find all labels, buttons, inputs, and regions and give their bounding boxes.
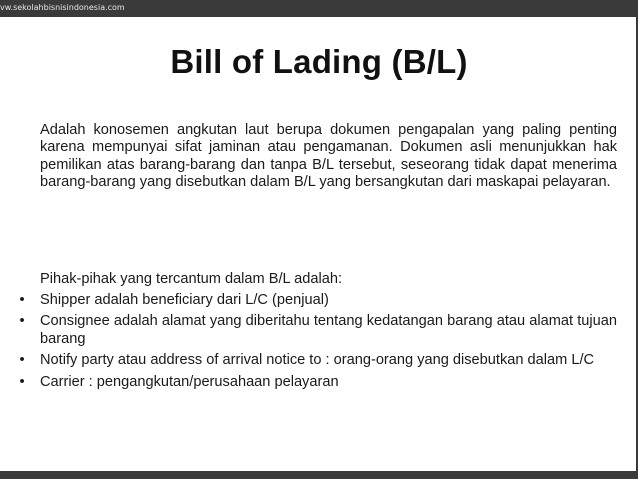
bullet-icon: • xyxy=(19,373,25,390)
list-item-text: Carrier : pengangkutan/perusahaan pelayaran xyxy=(40,373,339,390)
list-item-shipper xyxy=(16,292,617,309)
list-item-text: Consignee adalah alamat yang diberitahu tentang kedatangan barang atau alamat tujuan barang xyxy=(40,313,617,347)
window-bottom-border xyxy=(0,471,638,479)
url-text[interactable]: vw.sekolahbisnisindonesia.com xyxy=(0,3,125,12)
bullet-icon: • xyxy=(19,313,25,330)
bullet-icon: • xyxy=(19,352,25,369)
list-item-text: Shipper adalah beneficiary dari L/C (penjual) xyxy=(40,292,329,308)
parties-list xyxy=(16,292,617,395)
browser-top-bar xyxy=(0,0,638,17)
list-item-consignee xyxy=(16,313,617,348)
definition-paragraph: Adalah konosemen angkutan laut berupa dokumen pengapalan yang paling penting karena mempunyai sifat jaminan atau pengamanan. Dokumen asli menunjukkan hak pemilikan atas barang-barang dan tanpa B/L tersebut, seseorang tidak dapat menerima barang-barang yang disebutkan dalam B/L yang bersangkutan dari maskapai pelayaran. xyxy=(40,122,617,191)
parties-intro: Pihak-pihak yang tercantum dalam B/L adalah: xyxy=(40,271,343,287)
list-item-text: Notify party atau address of arrival notice to : orang-orang yang disebutkan dalam L/C xyxy=(40,352,595,369)
bullet-icon: • xyxy=(19,292,25,308)
list-item-carrier xyxy=(16,374,617,391)
list-item-notify-party xyxy=(16,352,617,369)
slide-title: Bill of Lading (B/L) xyxy=(170,43,468,80)
